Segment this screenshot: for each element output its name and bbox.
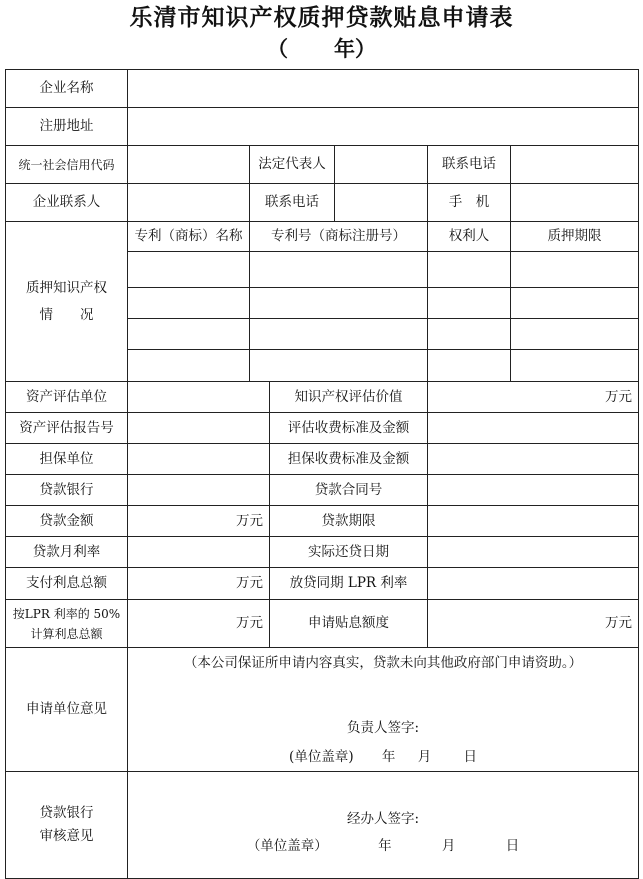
loan-contract-field[interactable] — [428, 475, 639, 506]
ip-eval-value-label: 知识产权评估价值 — [270, 382, 428, 413]
ip-term-cell[interactable] — [511, 252, 639, 288]
pledged-ip-label-line2: 情 况 — [39, 306, 94, 323]
contact-person-field[interactable] — [128, 184, 250, 222]
asset-eval-report-field[interactable] — [128, 413, 270, 444]
bank-opinion-label — [6, 772, 128, 879]
application-form-table — [5, 69, 639, 879]
credit-code-label: 统一社会信用代码 — [6, 146, 128, 184]
mobile-label: 手 机 — [428, 184, 511, 222]
ip-name-cell[interactable] — [128, 319, 250, 350]
ip-number-cell[interactable] — [250, 319, 428, 350]
ip-header-name: 专利（商标）名称 — [128, 222, 250, 252]
guarantee-fee-field[interactable] — [428, 444, 639, 475]
credit-code-field[interactable] — [128, 146, 250, 184]
total-interest-label: 支付利息总额 — [6, 568, 128, 600]
eval-fee-label: 评估收费标准及金额 — [270, 413, 428, 444]
bank-year: 年 — [378, 838, 392, 854]
asset-eval-unit-field[interactable] — [128, 382, 270, 413]
pledged-ip-label-line1: 质押知识产权 — [26, 279, 107, 296]
bank-opinion-field[interactable] — [128, 772, 639, 879]
row-applicant-opinion — [6, 648, 639, 772]
ip-name-cell[interactable] — [128, 350, 250, 382]
bank-seal-line — [130, 837, 636, 856]
loan-contract-label: 贷款合同号 — [270, 475, 428, 506]
loan-amount-unit: 万元 — [236, 512, 263, 529]
legal-rep-field[interactable] — [335, 146, 428, 184]
ip-number-cell[interactable] — [250, 350, 428, 382]
lpr-label: 放贷同期 LPR 利率 — [270, 568, 428, 600]
contact-phone-label-2: 联系电话 — [250, 184, 335, 222]
ip-header-owner: 权利人 — [428, 222, 511, 252]
asset-eval-report-label: 资产评估报告号 — [6, 413, 128, 444]
row-company-name — [6, 70, 639, 108]
ip-name-cell[interactable] — [128, 252, 250, 288]
row-asset-eval-unit — [6, 382, 639, 413]
monthly-rate-label: 贷款月利率 — [6, 537, 128, 568]
registered-address-label: 注册地址 — [6, 108, 128, 146]
bank-month: 月 — [441, 838, 456, 854]
row-bank-opinion — [6, 772, 639, 879]
total-interest-unit: 万元 — [236, 575, 263, 591]
legal-rep-label: 法定代表人 — [250, 146, 335, 184]
lpr-interest-unit: 万元 — [236, 615, 263, 631]
lpr-interest-label-line2: 计算利息总额 — [30, 626, 103, 641]
total-interest-field[interactable] — [128, 568, 270, 600]
lpr-interest-label-line1: 按LPR 利率的 50% — [12, 606, 121, 621]
row-ip-header — [6, 222, 639, 252]
mobile-field[interactable] — [511, 184, 639, 222]
row-credit-code — [6, 146, 639, 184]
contact-person-label: 企业联系人 — [6, 184, 128, 222]
ip-eval-value-field[interactable] — [428, 382, 639, 413]
applicant-statement: （本公司保证所申请内容真实，贷款未向其他政府部门申请资助。） — [183, 655, 583, 671]
company-name-label: 企业名称 — [6, 70, 128, 108]
loan-bank-field[interactable] — [128, 475, 270, 506]
monthly-rate-field[interactable] — [128, 537, 270, 568]
lpr-field[interactable] — [428, 568, 639, 600]
loan-amount-label: 贷款金额 — [6, 506, 128, 537]
lpr-interest-label — [6, 600, 128, 648]
ip-owner-cell[interactable] — [428, 319, 511, 350]
loan-term-label: 贷款期限 — [270, 506, 428, 537]
row-asset-eval-report — [6, 413, 639, 444]
loan-amount-field[interactable] — [128, 506, 270, 537]
actual-repay-date-field[interactable] — [428, 537, 639, 568]
guarantee-fee-label: 担保收费标准及金额 — [270, 444, 428, 475]
row-loan-bank — [6, 475, 639, 506]
asset-eval-unit-label: 资产评估单位 — [6, 382, 128, 413]
subsidy-amount-label: 申请贴息额度 — [270, 600, 428, 648]
row-total-interest — [6, 568, 639, 600]
form-title: 乐清市知识产权质押贷款贴息申请表 — [129, 4, 514, 31]
applicant-year: 年 — [381, 749, 396, 765]
year-label: 年） — [334, 36, 376, 61]
applicant-opinion-field[interactable] — [128, 648, 639, 772]
subsidy-amount-unit: 万元 — [605, 615, 633, 631]
row-monthly-rate — [6, 537, 639, 568]
bank-opinion-label-line1: 贷款银行 — [39, 805, 94, 821]
ip-number-cell[interactable] — [250, 252, 428, 288]
subsidy-amount-field[interactable] — [428, 600, 639, 648]
applicant-day: 日 — [463, 749, 477, 765]
bank-seal: （单位盖章） — [246, 838, 328, 854]
contact-phone-field-2[interactable] — [335, 184, 428, 222]
guarantor-field[interactable] — [128, 444, 270, 475]
guarantor-label: 担保单位 — [6, 444, 128, 475]
ip-term-cell[interactable] — [511, 319, 639, 350]
eval-value-unit: 万元 — [605, 388, 633, 405]
actual-repay-date-label: 实际还贷日期 — [270, 537, 428, 568]
loan-bank-label: 贷款银行 — [6, 475, 128, 506]
loan-term-field[interactable] — [428, 506, 639, 537]
row-subsidy — [6, 600, 639, 648]
lpr-interest-field[interactable] — [128, 600, 270, 648]
contact-phone-field[interactable] — [511, 146, 639, 184]
bank-day: 日 — [505, 838, 520, 854]
year-open-paren: （ — [267, 36, 288, 61]
applicant-seal: (单位盖章) — [289, 749, 354, 765]
bank-signer: 经办人签字: — [346, 811, 420, 827]
ip-number-cell[interactable] — [250, 288, 428, 319]
row-registered-address — [6, 108, 639, 146]
row-loan-amount — [6, 506, 639, 537]
company-name-field[interactable] — [128, 70, 639, 108]
applicant-signer: 负责人签字: — [346, 720, 420, 736]
bank-opinion-label-line2: 审核意见 — [39, 828, 94, 844]
ip-header-term: 质押期限 — [511, 222, 639, 252]
ip-term-cell[interactable] — [511, 288, 639, 319]
ip-header-number: 专利号（商标注册号） — [250, 222, 428, 252]
ip-owner-cell[interactable] — [428, 252, 511, 288]
ip-term-cell[interactable] — [511, 350, 639, 382]
eval-fee-field[interactable] — [428, 413, 639, 444]
ip-owner-cell[interactable] — [428, 350, 511, 382]
row-guarantor — [6, 444, 639, 475]
applicant-seal-line — [130, 748, 636, 767]
row-contact-person — [6, 184, 639, 222]
pledged-ip-label — [6, 222, 128, 382]
ip-name-cell[interactable] — [128, 288, 250, 319]
applicant-month: 月 — [417, 749, 432, 765]
contact-phone-label: 联系电话 — [428, 146, 511, 184]
applicant-opinion-label: 申请单位意见 — [6, 648, 128, 772]
form-year-line — [0, 36, 643, 62]
registered-address-field[interactable] — [128, 108, 639, 146]
ip-owner-cell[interactable] — [428, 288, 511, 319]
